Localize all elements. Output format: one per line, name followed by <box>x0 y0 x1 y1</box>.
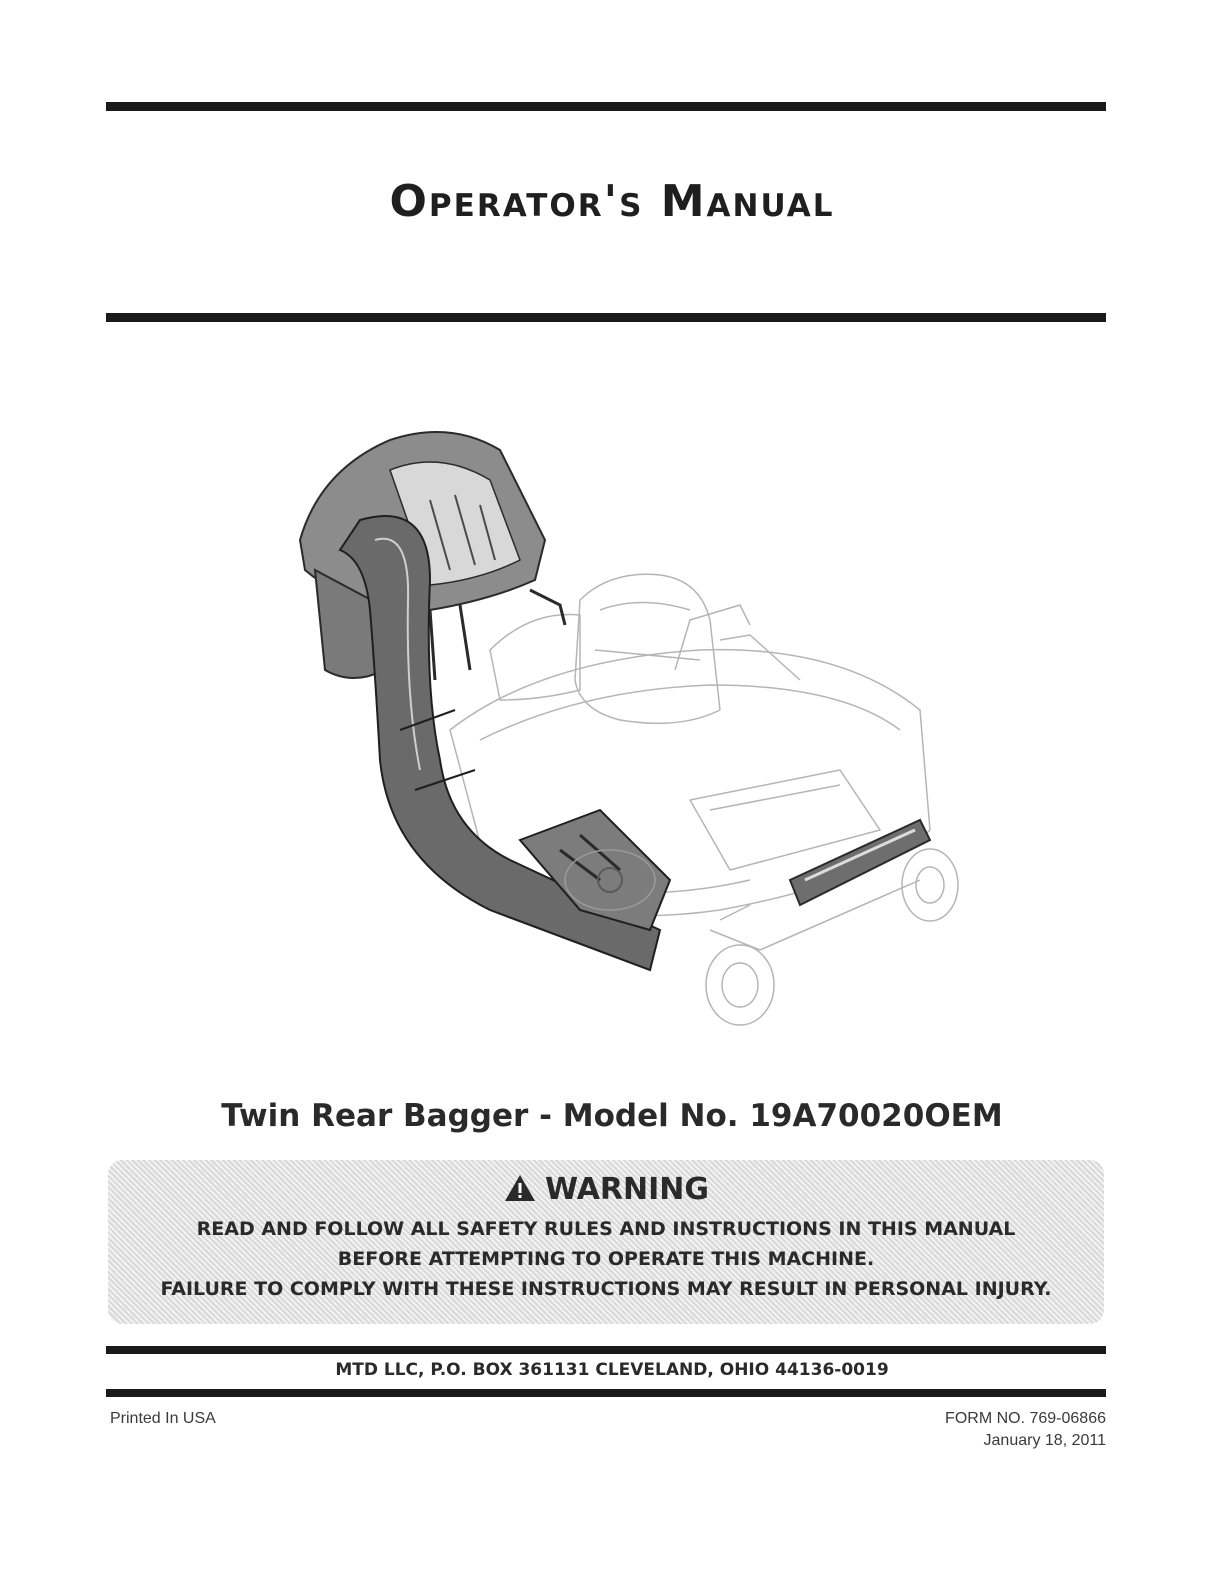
top-rule <box>106 102 1106 111</box>
warning-line-1: READ AND FOLLOW ALL SAFETY RULES AND INSTRUCTIONS IN THIS MANUAL <box>196 1218 1016 1240</box>
model-heading: Twin Rear Bagger - Model No. 19A70020OEM <box>221 1098 1003 1134</box>
warning-line-2: BEFORE ATTEMPTING TO OPERATE THIS MACHINE. <box>337 1248 875 1270</box>
warning-box <box>108 1160 1104 1324</box>
form-date: January 18, 2011 <box>983 1432 1106 1449</box>
address-rule-bottom <box>106 1389 1106 1397</box>
warning-triangle-icon <box>503 1173 537 1203</box>
warning-heading <box>108 1172 1104 1207</box>
printed-in: Printed In USA <box>110 1410 216 1427</box>
warning-heading-text: WARNING <box>544 1172 710 1207</box>
mower-illustration <box>280 410 960 1050</box>
page-title: Operator's Manual <box>389 176 835 227</box>
form-number: FORM NO. 769-06866 <box>945 1410 1106 1427</box>
warning-line-3: FAILURE TO COMPLY WITH THESE INSTRUCTIONS MAY RESULT IN PERSONAL INJURY. <box>160 1278 1052 1300</box>
company-address: MTD LLC, P.O. BOX 361131 CLEVELAND, OHIO 44136-0019 <box>335 1360 889 1380</box>
title-rule <box>106 313 1106 322</box>
address-rule-top <box>106 1346 1106 1354</box>
